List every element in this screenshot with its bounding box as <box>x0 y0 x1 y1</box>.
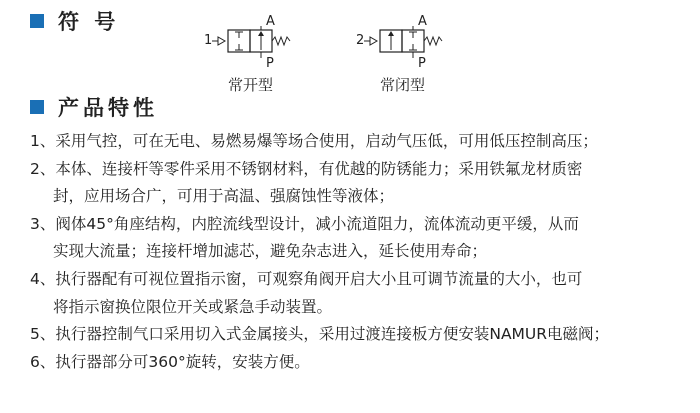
feature-line: 1、采用气控，可在无电、易燃易爆等场合使用，启动气压低，可用低压控制高压； <box>30 132 598 150</box>
feature-line: 4、执行器配有可视位置指示窗，可观察角阀开启大小且可调节流量的大小，也可 <box>30 269 583 288</box>
pilot-port-label: 1 <box>204 33 213 48</box>
port-a-label: A <box>266 14 275 29</box>
normally-closed-caption: 常闭型 <box>380 76 426 94</box>
section-bullet-icon <box>30 14 44 28</box>
symbol-section-header <box>30 6 119 36</box>
normally-closed-valve-symbol <box>356 12 456 72</box>
section-bullet-icon <box>30 100 44 114</box>
feature-list <box>30 128 695 376</box>
features-section-title: 产品特性 <box>58 96 158 120</box>
feature-line: 3、阀体45°角座结构，内腔流线型设计，减小流道阻力，流体流动更平缓，从而 <box>30 214 579 233</box>
port-p-label: P <box>266 56 274 71</box>
port-a-label: A <box>418 14 427 29</box>
feature-line-continuation: 封，应用场合广，可用于高温、强腐蚀性等液体； <box>53 187 395 206</box>
symbol-section-title: 符 号 <box>58 10 120 34</box>
feature-line: 2、本体、连接杆等零件采用不锈钢材料，有优越的防锈能力；采用铁氟龙材质密 <box>30 159 583 178</box>
port-p-label: P <box>418 56 426 71</box>
feature-line-continuation: 实现大流量；连接杆增加滤芯，避免杂志进入，延长使用寿命； <box>53 242 488 261</box>
feature-line: 5、执行器控制气口采用切入式金属接头，采用过渡连接板方便安装NAMUR电磁阀； <box>30 325 610 344</box>
features-section-header <box>30 92 158 122</box>
normally-open-valve-symbol <box>204 12 304 72</box>
pilot-port-label: 2 <box>356 33 365 48</box>
feature-line-continuation: 将指示窗换位限位开关或紧急手动装置。 <box>53 297 333 316</box>
feature-line: 6、执行器部分可360°旋转，安装方便。 <box>30 352 310 371</box>
normally-open-caption: 常开型 <box>228 76 274 94</box>
